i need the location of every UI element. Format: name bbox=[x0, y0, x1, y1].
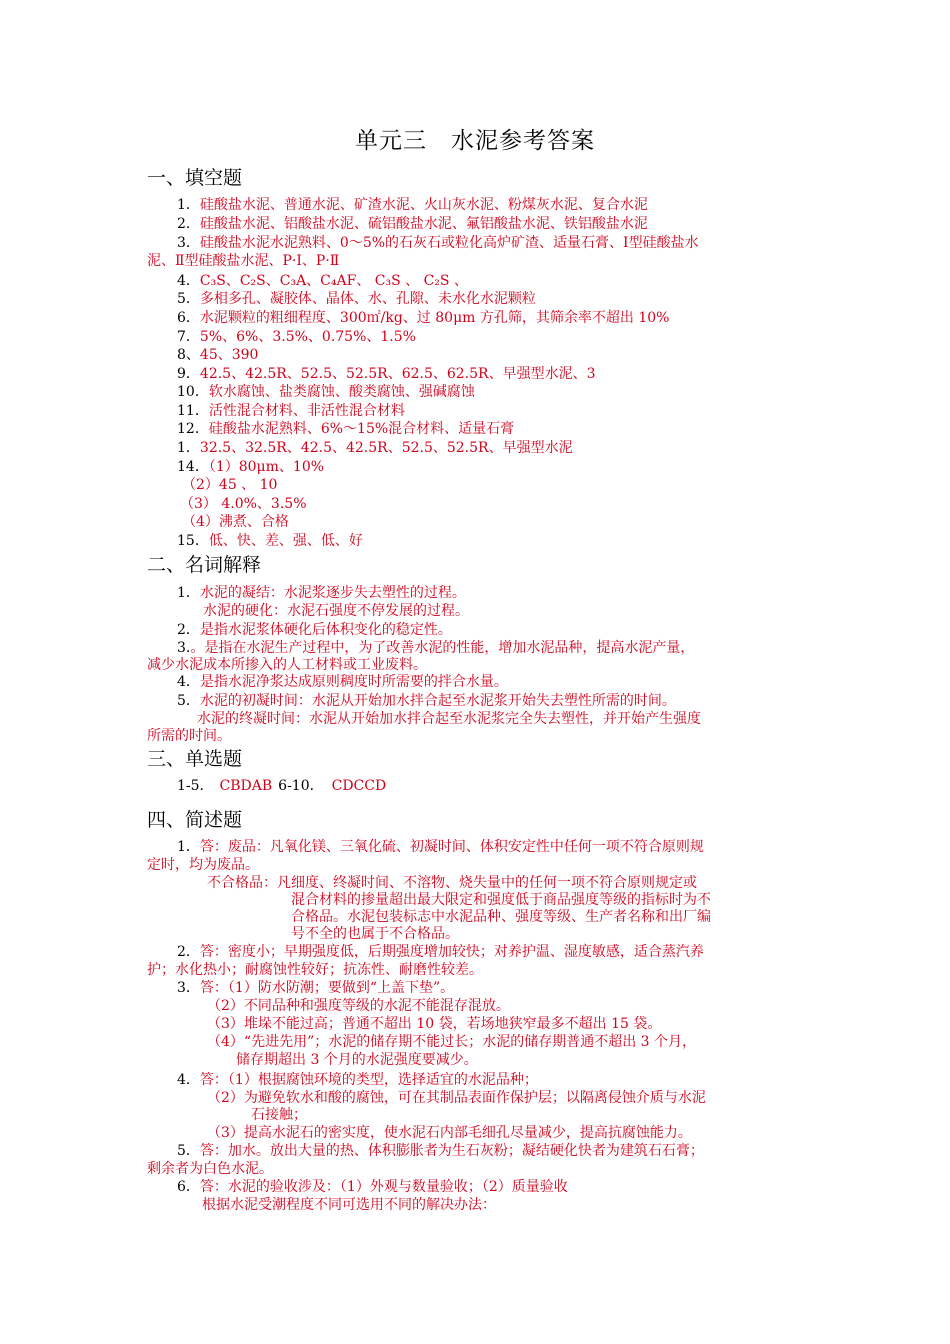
section-heading-brief: 四、简述题 bbox=[147, 809, 243, 831]
answer-line: 4．C₃S、C₂S、C₃A、C₄AF、 C₃S 、 C₂S 、 bbox=[177, 273, 468, 289]
section-heading-single-choice: 三、单选题 bbox=[147, 748, 243, 770]
answer-line: 14．（1）80μm、10% bbox=[177, 459, 325, 475]
answer-line: 8、45、390 bbox=[177, 347, 259, 363]
answer-line: 剩余者为白色水泥。 bbox=[147, 1161, 273, 1177]
answer-line: （2）为避免软水和酸的腐蚀，可在其制品表面作保护层；以隔离侵蚀介质与水泥 bbox=[207, 1090, 706, 1106]
page-title: 单元三 水泥参考答案 bbox=[355, 128, 595, 154]
answer-line: 9．42.5、42.5R、52.5、52.5R、62.5、62.5R、早强型水泥、3 bbox=[177, 366, 596, 382]
answer-line: 4．是指水泥净浆达成原则稠度时所需要的拌合水量。 bbox=[177, 674, 508, 690]
answer-line: 3．答：（1）防水防潮；要做到“上盖下垫”。 bbox=[177, 980, 455, 996]
answer-line: 1．32.5、32.5R、42.5、42.5R、52.5、52.5R、早强型水泥 bbox=[177, 440, 573, 456]
answer-line: 定时，均为废品。 bbox=[147, 857, 259, 873]
answer-line: 所需的时间。 bbox=[147, 728, 231, 744]
answer-line: 合格品。水泥包装标志中水泥品种、强度等级、生产者名称和出厂编 bbox=[291, 909, 711, 925]
answer-line: （4）沸煮、合格 bbox=[182, 514, 289, 530]
answer-line: 15．低、快、差、强、低、好 bbox=[177, 533, 363, 549]
answer-line: 10．软水腐蚀、盐类腐蚀、酸类腐蚀、强碱腐蚀 bbox=[177, 384, 475, 400]
answer-line: 不合格品：凡细度、终凝时间、不溶物、烧失量中的任何一项不符合原则规定或 bbox=[207, 875, 697, 891]
answer-line: （3）提高水泥石的密实度，使水泥石内部毛细孔尽量减少，提高抗腐蚀能力。 bbox=[207, 1125, 692, 1141]
answer-line: 5．水泥的初凝时间：水泥从开始加水拌合起至水泥浆开始失去塑性所需的时间。 bbox=[177, 693, 676, 709]
answer-line: 减少水泥成本所掺入的人工材料或工业废料。 bbox=[147, 657, 427, 673]
answer-line: 5．答：加水。放出大量的热、体积膨胀者为生石灰粉；凝结硬化快者为建筑石石膏； bbox=[177, 1143, 704, 1159]
answer-line: 5．多相多孔、凝胶体、晶体、水、孔隙、未水化水泥颗粒 bbox=[177, 291, 536, 307]
answer-line: 水泥的硬化：水泥石强度不停发展的过程。 bbox=[203, 603, 469, 619]
answer-line: 1．硅酸盐水泥、普通水泥、矿渣水泥、火山灰水泥、粉煤灰水泥、复合水泥 bbox=[177, 197, 648, 213]
answer-line: 水泥的终凝时间：水泥从开始加水拌合起至水泥浆完全失去塑性，并开始产生强度 bbox=[197, 711, 701, 727]
answer-line: （3）堆垛不能过高；普通不超出 10 袋，若场地狭窄最多不超出 15 袋。 bbox=[207, 1016, 662, 1032]
answer-line: 1．水泥的凝结：水泥浆逐步失去塑性的过程。 bbox=[177, 585, 466, 601]
answer-line: （2）45 、 10 bbox=[182, 477, 278, 493]
answer-line: 11．活性混合材料、非活性混合材料 bbox=[177, 403, 405, 419]
answer-line: （4）“先进先用”；水泥的储存期不能过长；水泥的储存期普通不超出 3 个月， bbox=[207, 1034, 697, 1050]
answer-line: 护；水化热小；耐腐蚀性较好；抗冻性、耐磨性较差。 bbox=[147, 962, 483, 978]
answer-line: 泥、Ⅱ型硅酸盐水泥、P·Ⅰ、P·Ⅱ bbox=[147, 253, 340, 269]
answer-line: 3．硅酸盐水泥水泥熟料、0～5%的石灰石或粒化高炉矿渣、适量石膏、Ⅰ型硅酸盐水 bbox=[177, 235, 699, 251]
answer-line: 号不全的也属于不合格品。 bbox=[291, 926, 459, 942]
answer-line: 2．硅酸盐水泥、铝酸盐水泥、硫铝酸盐水泥、氟铝酸盐水泥、铁铝酸盐水泥 bbox=[177, 216, 648, 232]
answer-line: （3） 4.0%、3.5% bbox=[180, 496, 307, 512]
answer-line: 12．硅酸盐水泥熟料、6%～15%混合材料、适量石膏 bbox=[177, 421, 515, 437]
answer-line: 2．是指水泥浆体硬化后体积变化的稳定性。 bbox=[177, 622, 452, 638]
section-heading-fill-blank: 一、填空题 bbox=[147, 167, 243, 189]
answer-line: 6．水泥颗粒的粗细程度、300㎡/kg、过 80μm 方孔筛，其筛余率不超出 10% bbox=[177, 310, 670, 326]
answer-line: 2．答：密度小；早期强度低，后期强度增加较快；对养护温、湿度敏感，适合蒸汽养 bbox=[177, 944, 704, 960]
answer-line: 3.。是指在水泥生产过程中，为了改善水泥的性能，增加水泥品种，提高水泥产量， bbox=[177, 640, 695, 656]
answer-line: 7．5%、6%、3.5%、0.75%、1.5% bbox=[177, 329, 416, 345]
answer-line: 4．答：（1）根据腐蚀环境的类型，选择适宜的水泥品种； bbox=[177, 1072, 538, 1088]
answer-line: 储存期超出 3 个月的水泥强度要减少。 bbox=[236, 1052, 478, 1068]
answer-line: 1．答：废品：凡氧化镁、三氧化硫、初凝时间、体积安定性中任何一项不符合原则规 bbox=[177, 839, 704, 855]
section-heading-terms: 二、名词解释 bbox=[147, 554, 262, 576]
answer-line: 6．答：水泥的验收涉及：（1）外观与数量验收；（2）质量验收 bbox=[177, 1179, 568, 1195]
answer-line: （2）不同品种和强度等级的水泥不能混存混放。 bbox=[207, 998, 510, 1014]
answer-line: 混合材料的掺量超出最大限定和强度低于商品强度等级的指标时为不 bbox=[291, 892, 711, 908]
answer-line: 根据水泥受潮程度不同可选用不同的解决办法： bbox=[202, 1197, 496, 1213]
answer-line: 石接触； bbox=[251, 1107, 307, 1123]
answer-line: 1-5． CBDAB 6-10． CDCCD bbox=[177, 778, 387, 794]
